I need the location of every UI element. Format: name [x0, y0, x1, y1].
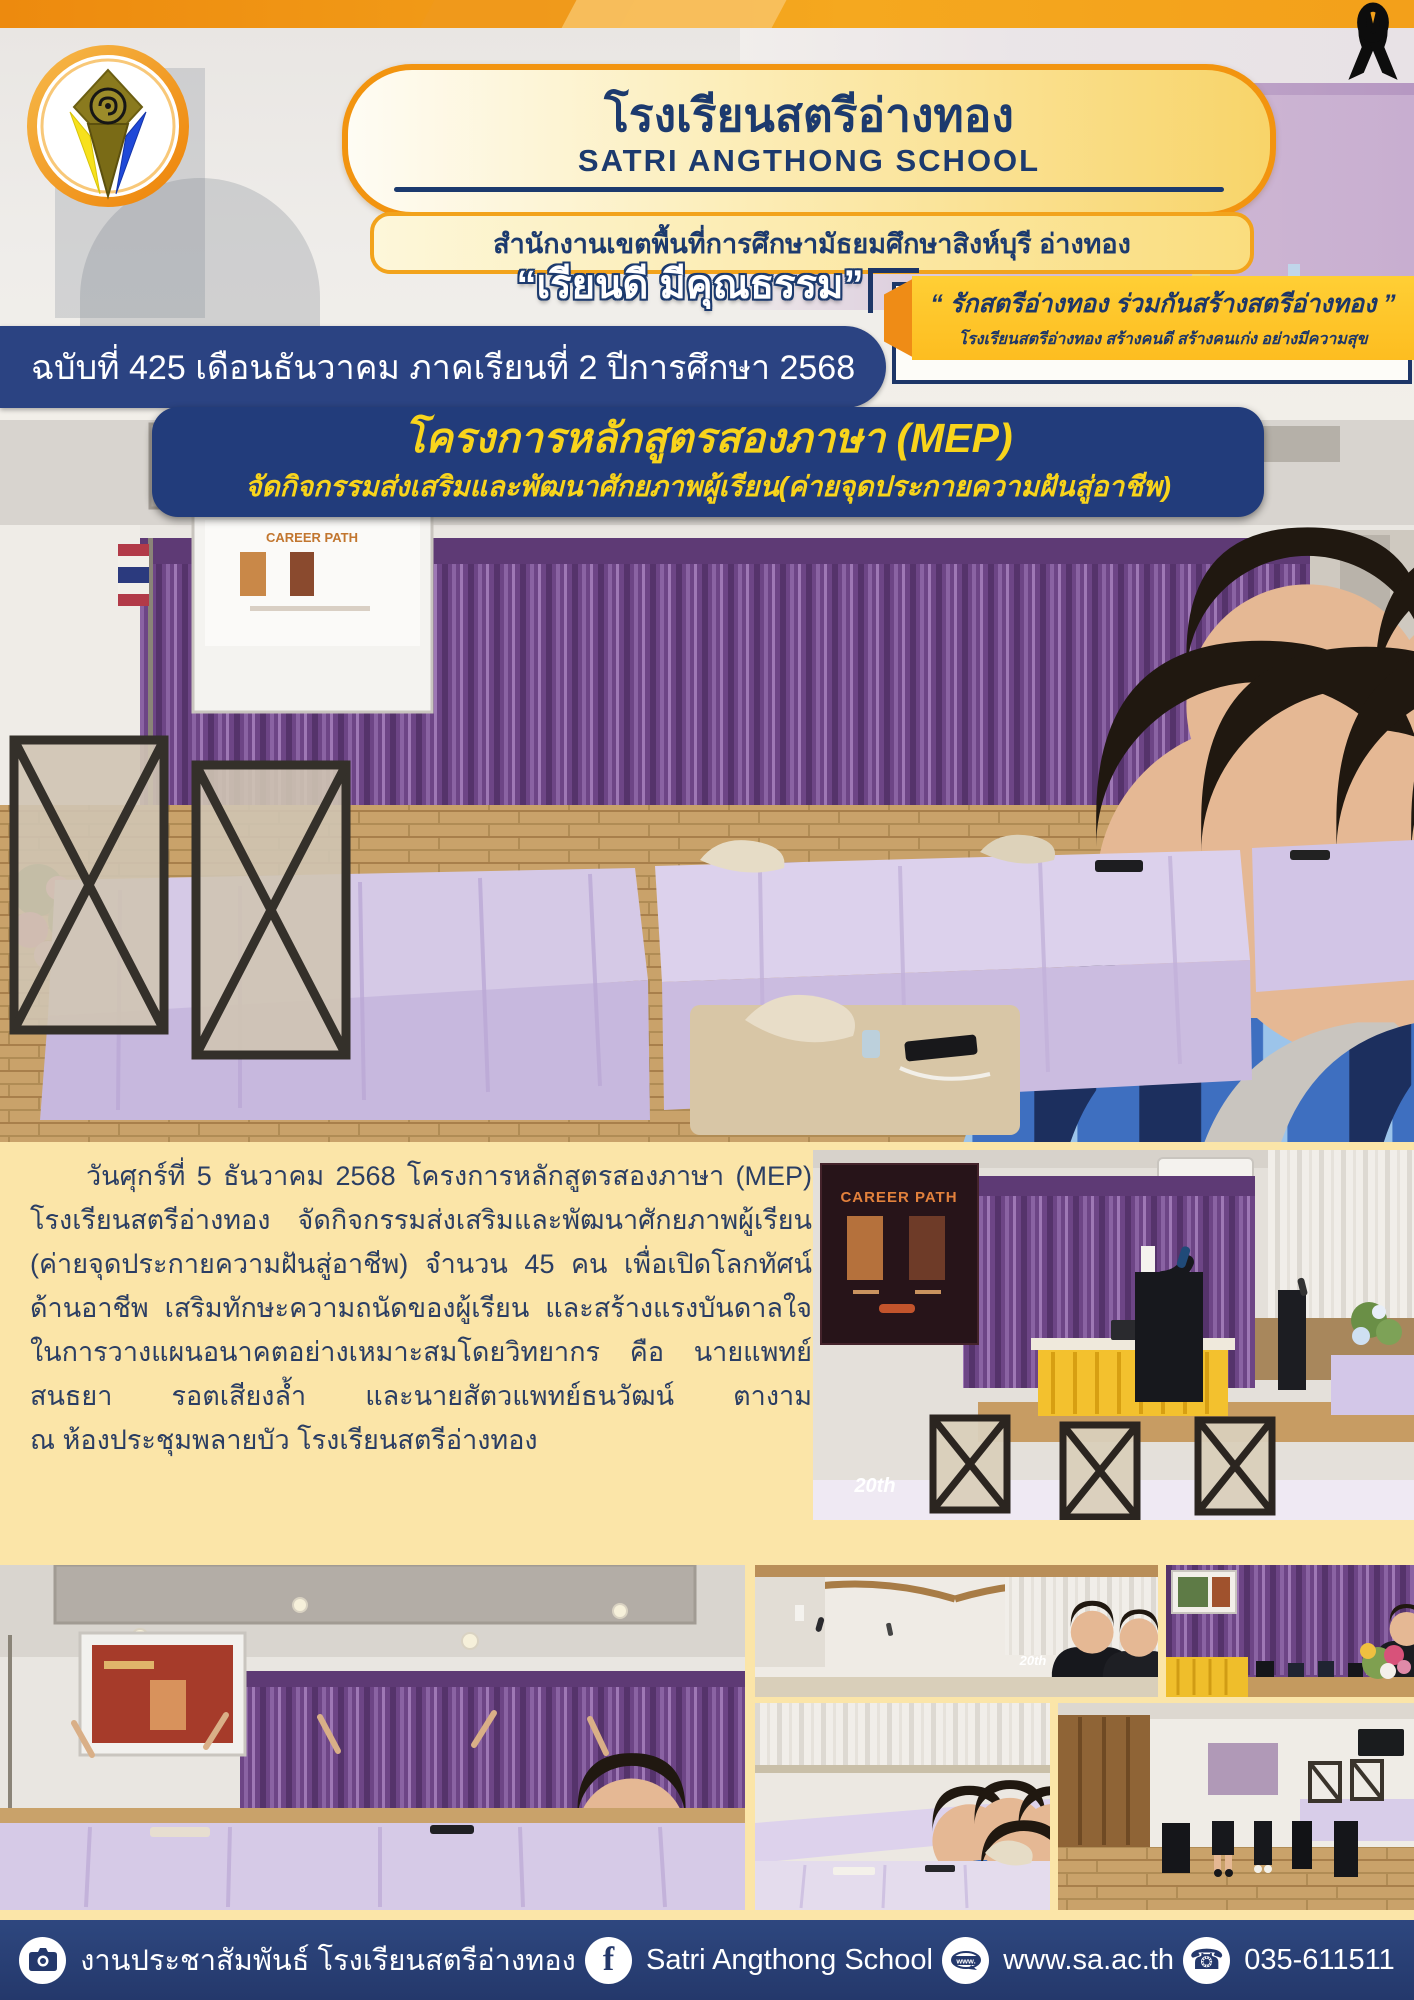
footer-phone	[1183, 1937, 1395, 1984]
globe-www-icon	[942, 1937, 989, 1984]
school-logo	[26, 44, 190, 208]
crowd-photo	[0, 1565, 745, 1910]
projection-screen	[193, 508, 432, 712]
article-line: ในการวางแผนอนาคตอย่างเหมาะสมโดยวิทยากร คือ นายแพทย์	[30, 1337, 812, 1367]
footer-website	[942, 1937, 1174, 1984]
crowd-tables	[0, 1823, 745, 1910]
thai-flag	[118, 544, 149, 606]
article-line: สนธยา รอตเสียงล้ำ และนายสัตวแพทย์ธนวัฒน์ ตางาม	[30, 1381, 812, 1411]
issue-bar	[0, 326, 886, 408]
lecture-photo	[813, 1150, 1414, 1520]
career-path-slide	[821, 1164, 978, 1344]
article-line: ณ ห้องประชุมพลายบัว โรงเรียนสตรีอ่างทอง	[30, 1425, 538, 1455]
program-title-line2: จัดกิจกรรมส่งเสริมและพัฒนาศักยภาพผู้เรียน(ค่ายจุดประกายความฝันสู่อาชีพ)	[245, 470, 1171, 502]
article-line: โรงเรียนสตรีอ่างทอง จัดกิจกรรมส่งเสริมและพัฒนาศักยภาพผู้เรียน	[30, 1205, 812, 1235]
issue-text: ฉบับที่ 425 เดือนธันวาคม ภาคเรียนที่ 2 ปีการศึกษา 2568	[30, 349, 856, 387]
stage-flowers-photo	[1166, 1565, 1414, 1697]
footer-bar	[0, 1920, 1414, 2000]
footer-pr-text: งานประชาสัมพันธ์ โรงเรียนสตรีอ่างทอง	[80, 1945, 576, 1977]
quote-line2: โรงเรียนสตรีอ่างทอง สร้างคนดี สร้างคนเก่ง อย่างมีความสุข	[958, 331, 1368, 348]
main-group-photo	[0, 420, 1414, 1142]
program-title-banner	[152, 407, 1264, 517]
article-line: (ค่ายจุดประกายความฝันสู่อาชีพ) จำนวน 45 คน เพื่อเปิดโลกทัศน์	[30, 1249, 812, 1279]
district-text: สำนักงานเขตพื้นที่การศึกษามัธยมศึกษาสิงห์บุรี อ่างทอง	[493, 228, 1131, 259]
quote-line1: “ รักสตรีอ่างทอง ร่วมกันสร้างสตรีอ่างทอง ”	[930, 290, 1396, 318]
phone-glyph: ☎	[1189, 1944, 1225, 1975]
footer-website-text: www.sa.ac.th	[1003, 1943, 1175, 1976]
program-title-line1: โครงการหลักสูตรสองภาษา (MEP)	[403, 415, 1013, 462]
seated-students-photo	[755, 1703, 1050, 1910]
footer-facebook-text: Satri Angthong School	[646, 1943, 933, 1976]
svg-text:20th: 20th	[1019, 1653, 1047, 1668]
svg-text:20th: 20th	[854, 1475, 896, 1497]
camera-icon	[19, 1937, 66, 1984]
quote-ribbon	[912, 276, 1414, 360]
school-name-english: SATRI ANGTHONG SCHOOL	[577, 142, 1041, 178]
staff-group-photo	[1058, 1703, 1414, 1910]
article-text	[30, 1154, 812, 1462]
footer-phone-text: 035-611511	[1244, 1943, 1395, 1976]
screen-slide-title: CAREER PATH	[266, 530, 358, 545]
interview-photo	[755, 1565, 1158, 1697]
article-line: ด้านอาชีพ เสริมทักษะความถนัดของผู้เรียน และสร้างแรงบันดาลใจ	[30, 1293, 812, 1323]
bench	[690, 995, 1020, 1135]
svg-text:www.: www.	[956, 1956, 976, 1966]
footer-facebook	[585, 1937, 933, 1984]
school-name-banner	[342, 64, 1276, 218]
footer-pr	[19, 1937, 576, 1984]
phone-icon	[1183, 1937, 1230, 1984]
banner-divider	[394, 187, 1224, 192]
crowd-screen	[80, 1633, 245, 1755]
article-line: วันศุกร์ที่ 5 ธันวาคม 2568 โครงการหลักสูตรสองภาษา (MEP)	[86, 1161, 812, 1191]
svg-text:CAREER PATH: CAREER PATH	[840, 1189, 958, 1206]
school-name-thai: โรงเรียนสตรีอ่างทอง	[604, 89, 1014, 142]
facebook-icon: f	[585, 1937, 632, 1984]
black-mourning-ribbon-icon	[1338, 2, 1408, 84]
school-motto: “เรียนดี มีคุณธรรม”	[516, 263, 864, 307]
